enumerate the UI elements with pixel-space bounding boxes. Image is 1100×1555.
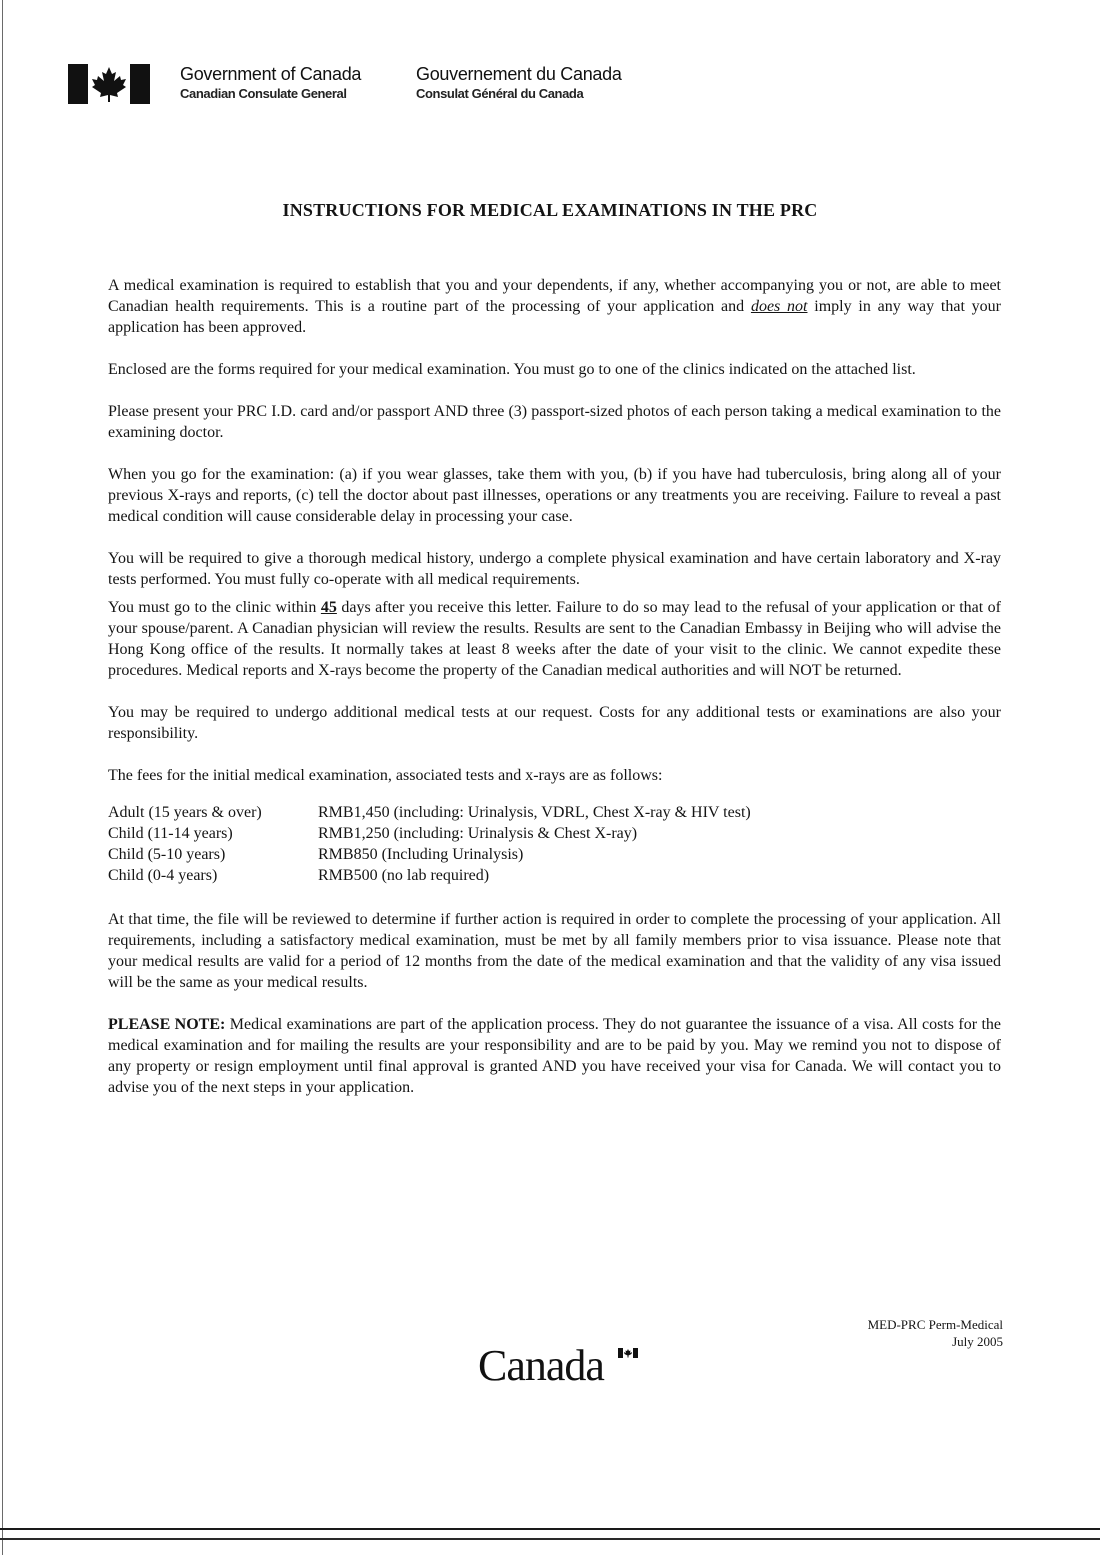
- form-date: July 2005: [952, 1334, 1003, 1349]
- paragraph-fees-intro: The fees for the initial medical examination, associated tests and x-rays are as follows:: [108, 767, 663, 784]
- fee-amount: RMB1,450 (including: Urinalysis, VDRL, Chest X-ray & HIV test): [318, 804, 751, 821]
- org-name-en: Government of Canada: [180, 64, 362, 84]
- org-subunit-en: Canadian Consulate General: [180, 86, 347, 101]
- note-label: PLEASE NOTE:: [108, 1016, 226, 1033]
- scan-edge: [0, 1528, 1100, 1530]
- fee-row: [108, 802, 751, 823]
- document-title: INSTRUCTIONS FOR MEDICAL EXAMINATIONS IN THE PRC: [282, 200, 818, 220]
- organization-english: [180, 62, 420, 102]
- paragraph-forms: Enclosed are the forms required for your medical examination. You must go to one of the clinics indicated on the attached list.: [108, 361, 916, 378]
- paragraph-examination-prep: When you go for the examination: (a) if you wear glasses, take them with you, (b) if you have had tuberculosis, bring along all of your previous X-rays and reports, (c) tell the doctor about past illnesses, operations or any treatments you are receiving. Failure to reveal a past medical condition will cause considerable delay in processing your case.: [108, 466, 1001, 525]
- emphasis-text: does not: [750, 298, 808, 315]
- paragraph-text: imply in any way that your application has been approved.: [108, 298, 1002, 336]
- wordmark-text: Canada: [478, 1341, 604, 1390]
- paragraph-identification: Please present your PRC I.D. card and/or passport AND three (3) passport-sized photos of each person taking a medical examination to the examining doctor.: [108, 403, 1001, 441]
- paragraph-purpose: [108, 275, 1001, 338]
- form-code: MED-PRC Perm-Medical: [867, 1317, 1003, 1332]
- fee-amount: RMB1,250 (including: Urinalysis & Chest X-ray): [318, 825, 638, 842]
- canada-wordmark: [478, 1338, 648, 1394]
- government-header: [68, 62, 688, 110]
- paragraph-text: days after you receive this letter. Failure to do so may lead to the refusal of your application or that of your spouse/parent. A Canadian physician will review the results. Results are sent to the Canadian Embassy in Beijing who will advise the Hong Kong office of the results. It normally takes at least 8 weeks after the date of your visit to the clinic. We cannot expedite these procedures. Medical reports and X-rays become the property of the Canadian medical authorities and will NOT be returned.: [108, 599, 1002, 679]
- paragraph-deadline: [108, 597, 1001, 681]
- fee-category: Child (11-14 years): [108, 825, 233, 842]
- scan-edge: [0, 1538, 1100, 1540]
- paragraph-review: At that time, the file will be reviewed to determine if further action is required in order to complete the processing of your application. All requirements, including a satisfactory medical examination, must be met by all family members prior to visa issuance. Please note that your medical results are valid for a period of 12 months from the date of the medical examination and that the validity of any visa issued will be the same as your medical results.: [108, 911, 1001, 991]
- document-body: [108, 275, 1001, 1119]
- fee-amount: RMB850 (Including Urinalysis): [318, 846, 524, 863]
- fee-row: [108, 844, 751, 865]
- paragraph-text: A medical examination is required to establish that you and your dependents, if any, whether accompanying you or not, are able to meet Canadian health requirements. This is a routine part of the processing of your application and: [108, 277, 1001, 315]
- fee-table: [108, 802, 751, 886]
- fee-row: [108, 823, 751, 844]
- fee-amount: RMB500 (no lab required): [318, 867, 490, 884]
- fee-category: Child (0-4 years): [108, 867, 218, 884]
- paragraph-additional-tests: You may be required to undergo additional medical tests at our request. Costs for any additional tests or examinations are also your responsibility.: [108, 704, 1001, 742]
- fee-category: Child (5-10 years): [108, 846, 226, 863]
- paragraph-text: Medical examinations are part of the application process. They do not guarantee the issuance of a visa. All costs for the medical examination and for mailing the results are your responsibility and are to be paid by you. May we remind you not to dispose of any property or resign employment until final approval is granted AND you have received your visa for Canada. We will contact you to advise you of the next steps in your application.: [108, 1016, 1001, 1096]
- deadline-days: 45: [320, 599, 337, 616]
- fee-category: Adult (15 years & over): [108, 804, 262, 821]
- org-name-fr: Gouvernement du Canada: [416, 64, 622, 84]
- paragraph-text: You must go to the clinic within: [108, 599, 321, 616]
- org-subunit-fr: Consulat Général du Canada: [416, 86, 584, 101]
- scan-edge: [2, 0, 3, 1555]
- form-reference: [868, 1316, 1003, 1350]
- paragraph-requirements: You will be required to give a thorough medical history, undergo a complete physical examination and have certain laboratory and X-ray tests performed. You must fully co-operate with all medical requirements.: [108, 550, 1001, 588]
- organization-french: [416, 62, 686, 102]
- canada-flag-symbol-icon: [68, 64, 150, 104]
- canada-wordmark-flag-icon: [618, 1348, 638, 1358]
- paragraph-please-note: [108, 1014, 1001, 1098]
- fee-row: [108, 865, 751, 886]
